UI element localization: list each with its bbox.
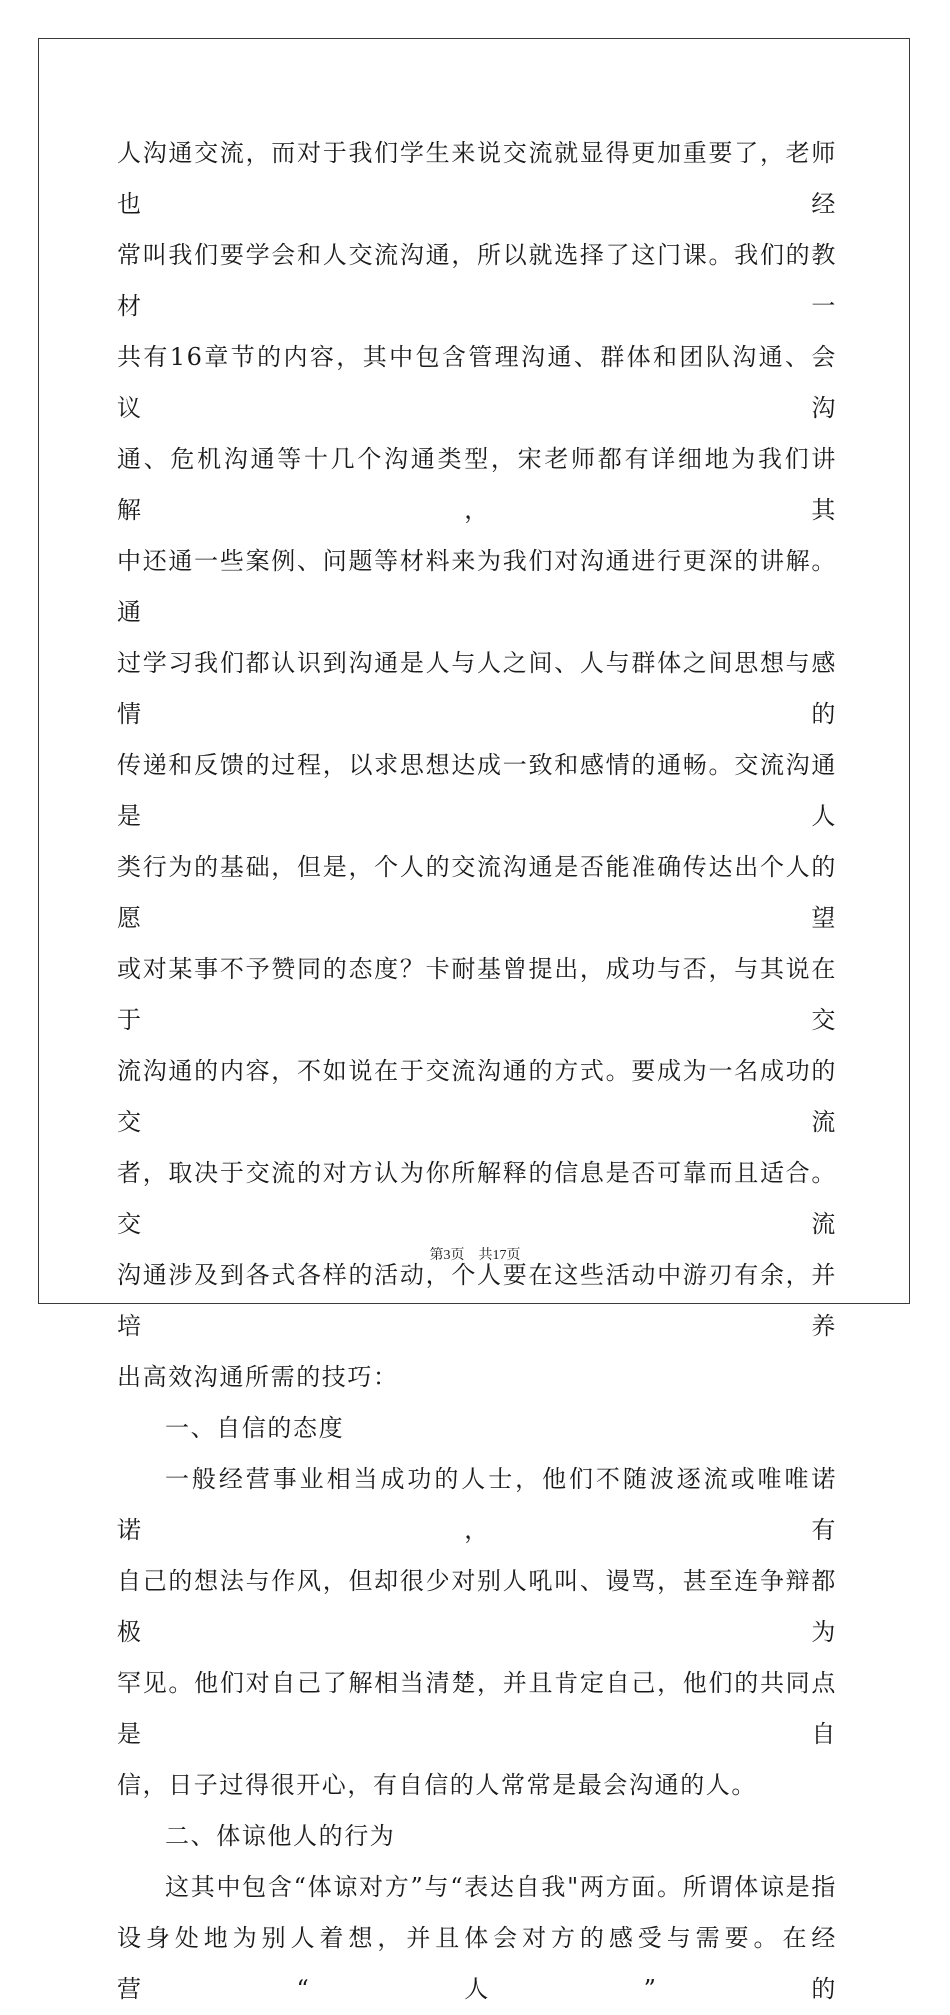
text-line: 共有16章节的内容，其中包含管理沟通、群体和团队沟通、会议沟: [117, 343, 837, 422]
text-line: 通、危机沟通等十几个沟通类型，宋老师都有详细地为我们讲解，其: [117, 445, 837, 524]
text-line: 类行为的基础，但是，个人的交流沟通是否能准确传达出个人的愿望: [117, 853, 837, 932]
page-number: 第3页: [429, 1248, 465, 1263]
document-body: [117, 128, 837, 2015]
text-line: 传递和反馈的过程，以求思想达成一致和感情的通畅。交流沟通是人: [117, 751, 837, 830]
page-footer: [0, 1244, 950, 1264]
text-line: 信，日子过得很开心，有自信的人常常是最会沟通的人。: [117, 1771, 757, 1799]
text-line: 过学习我们都认识到沟通是人与人之间、人与群体之间思想与感情的: [117, 649, 837, 728]
text-line: 沟通涉及到各式各样的活动，个人要在这些活动中游刃有余，并培养: [117, 1261, 837, 1340]
text-line: 流沟通的内容，不如说在于交流沟通的方式。要成为一名成功的交流: [117, 1057, 837, 1136]
page-total: 共17页: [478, 1248, 521, 1263]
text-line: 者，取决于交流的对方认为你所解释的信息是否可靠而且适合。交流: [117, 1159, 837, 1238]
text-line: 一般经营事业相当成功的人士，他们不随波逐流或唯唯诺诺，有: [117, 1465, 837, 1544]
text-line: 常叫我们要学会和人交流沟通，所以就选择了这门课。我们的教材一: [117, 241, 837, 320]
text-line: 人沟通交流，而对于我们学生来说交流就显得更加重要了，老师也经: [117, 139, 837, 218]
section-heading: 二、体谅他人的行为: [165, 1822, 396, 1850]
text-line: 自己的想法与作风，但却很少对别人吼叫、谩骂，甚至连争辩都极为: [117, 1567, 837, 1646]
text-line: 中还通一些案例、问题等材料来为我们对沟通进行更深的讲解。 通: [117, 547, 837, 626]
text-line: 罕见。他们对自己了解相当清楚，并且肯定自己，他们的共同点是自: [117, 1669, 837, 1748]
text-line: 出高效沟通所需的技巧：: [117, 1363, 399, 1391]
text-line: 设身处地为别人着想，并且体会对方的感受与需要。在经营“人”的: [117, 1924, 837, 2003]
section-heading: 一、自信的态度: [165, 1414, 345, 1442]
text-line: 这其中包含“体谅对方”与“表达自我"两方面。所谓体谅是指: [165, 1873, 837, 1901]
text-line: 或对某事不予赞同的态度？卡耐基曾提出，成功与否，与其说在于交: [117, 955, 837, 1034]
